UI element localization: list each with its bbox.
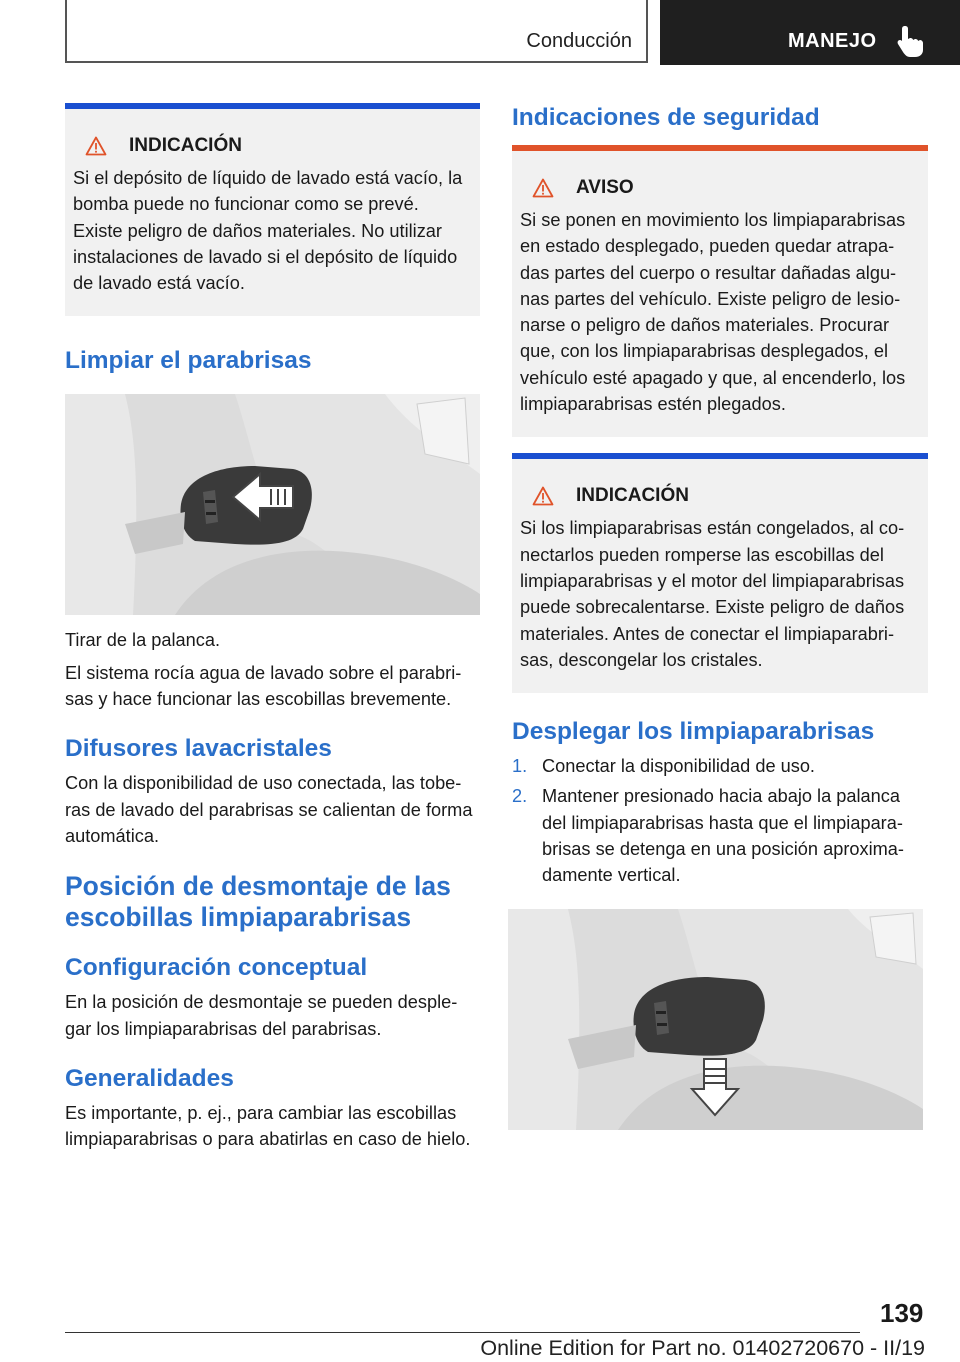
text-spray-description: El sistema rocía agua de lavado sobre el parabri‐ sas y hace funcionar las escobillas brevemente.	[65, 662, 462, 710]
note-title: INDICACIÓN	[129, 135, 242, 156]
text-concept: En la posición de desmontaje se pueden desple‐ gar los limpiaparabrisas del parabrisas.	[65, 992, 458, 1039]
header-chapter-title: MANEJO	[788, 30, 877, 52]
list-item: 2. Mantener presionado hacia abajo la palanca del limpiaparabrisas hasta que el limpiapara‐ brisas se detenga en una posición aproxima‐ damente vertical.	[512, 786, 904, 886]
right-column	[512, 103, 928, 1130]
lever-pull-illustration	[65, 394, 480, 615]
steps-list	[512, 753, 928, 888]
warning-header	[520, 177, 920, 199]
heading-safety: Indicaciones de seguridad	[512, 104, 820, 131]
photo-wiper-lever-pull	[65, 394, 480, 615]
warning-title: AVISO	[576, 177, 634, 198]
header-section-title: Conducción	[526, 30, 632, 52]
header-section-tab	[65, 0, 648, 63]
hand-pointer-icon	[896, 24, 926, 58]
header-chapter-tab	[660, 0, 960, 65]
text-washer-nozzles: Con la disponibilidad de uso conectada, las tobe‐ ras de lavado del parabrisas se calientan de forma automática.	[65, 773, 473, 846]
heading-washer-nozzles: Difusores lavacristales	[65, 735, 332, 763]
page-number: 139	[880, 1298, 924, 1328]
text-pull-lever: Tirar de la palanca.	[65, 630, 221, 651]
left-column	[65, 103, 480, 1152]
heading-clean-windshield: Limpiar el parabrisas	[65, 347, 312, 375]
lever-down-illustration	[508, 909, 923, 1130]
warning-triangle-icon	[532, 486, 554, 506]
note-text: Si el depósito de líquido de lavado está vacío, la bomba puede no funcionar como se prevé. Existe peligro de daños materiales. No utilizar instalaciones de lavado si el depósito de líquido de lavado está vacío.	[73, 168, 463, 294]
list-item: 1. Conectar la disponibilidad de uso.	[512, 756, 815, 777]
warning-triangle-icon	[532, 178, 554, 198]
note-title: INDICACIÓN	[576, 485, 689, 507]
text-general: Es importante, p. ej., para cambiar las escobillas limpiaparabrisas o para abatirlas en caso de hielo.	[65, 1102, 471, 1150]
note-box-washer	[65, 103, 480, 316]
warning-text: Si se ponen en movimiento los limpiaparabrisas en estado desplegado, pueden quedar atrapa‐ das partes del cuerpo o resultar dañadas algu‐ nas partes del vehículo. Existe peligro de lesio‐ narse o peligro de daños materiales. Procurar que, con los limpiaparabrisas desplegados, el vehículo esté apagado y que, al encenderlo, los limpiaparabrisas estén plegados.	[520, 210, 906, 415]
heading-wiper-removal-position: Posición de desmontaje de las escobillas limpiaparabrisas	[65, 871, 451, 933]
heading-concept: Configuración conceptual	[65, 954, 368, 982]
heading-general: Generalidades	[65, 1064, 234, 1092]
note-header	[520, 485, 920, 507]
footer-edition: Online Edition for Part no. 01402720670 - II/19	[480, 1336, 925, 1360]
heading-unfold-wipers: Desplegar los limpiaparabrisas	[512, 718, 875, 746]
warning-box	[512, 145, 928, 437]
note-text: Si los limpiaparabrisas están congelados, al co‐ nectarlos pueden romperse las escobillas del limpiaparabrisas y el motor del limpiaparabrisas puede sobrecalentarse. Existe peligro de daños materiales. Antes de conectar el limpiaparabri‐ sas, descongelar los cristales.	[520, 518, 905, 670]
photo-wiper-lever-down	[508, 909, 923, 1130]
note-box-frozen	[512, 453, 928, 693]
footer-divider	[65, 1332, 860, 1333]
note-header	[73, 135, 472, 157]
warning-triangle-icon	[85, 136, 107, 156]
